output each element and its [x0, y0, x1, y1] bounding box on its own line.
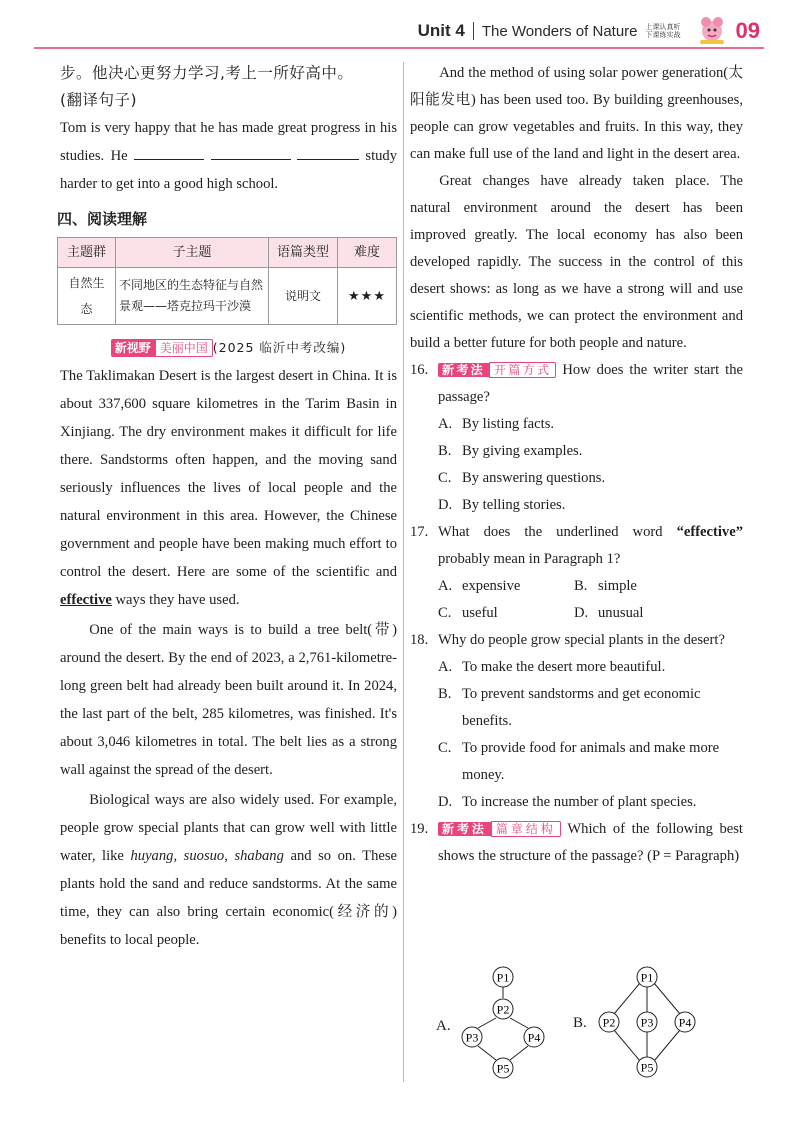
option-b[interactable] — [438, 681, 743, 735]
table-row — [58, 268, 397, 325]
subtheme-cell: 不同地区的生态特征与自然景观——塔克拉玛干沙漠 — [116, 268, 269, 325]
paragraph-1 — [60, 362, 397, 614]
node-p5 — [493, 1058, 513, 1078]
question-text — [438, 519, 743, 573]
question-18 — [410, 627, 743, 654]
option-text: simple — [598, 578, 637, 594]
option-letter: D. — [574, 605, 589, 621]
plant-name: huyang — [130, 848, 174, 864]
underlined-word-effective: effective — [60, 592, 112, 608]
question-18-text: Why do people grow special plants in the desert? — [438, 632, 725, 648]
new-exam-tag: 新考法 — [438, 822, 491, 836]
option-letter: A. — [438, 659, 453, 675]
option-letter: A. — [438, 416, 453, 432]
reading-info-table — [57, 237, 397, 325]
option-text: useful — [462, 605, 498, 621]
header-slogan — [646, 23, 688, 39]
node-p1 — [637, 967, 657, 987]
quoted-word: “effective” — [676, 524, 743, 540]
option-text: By listing facts. — [462, 416, 555, 432]
question-text — [438, 357, 743, 411]
beautiful-china-tag: 美丽中国 — [155, 339, 213, 357]
diagram-a-label: A. — [436, 1018, 451, 1034]
option-text: By giving examples. — [462, 443, 583, 459]
answer-blank-2[interactable] — [211, 145, 291, 160]
question-17 — [410, 519, 743, 573]
table-header: 难度 — [338, 238, 397, 268]
translation-line-3: study harder to get into a good high — [60, 148, 398, 192]
plant-name: shabang — [234, 848, 284, 864]
option-b[interactable] — [438, 438, 743, 465]
diagram-b-label: B. — [573, 1015, 587, 1031]
question-16-text: How does the writer start the passage? — [438, 362, 743, 405]
option-letter: C. — [438, 740, 452, 756]
node-p1 — [493, 967, 513, 987]
option-a[interactable] — [438, 411, 743, 438]
answer-blank-1[interactable] — [134, 145, 204, 160]
table-header-row — [58, 238, 397, 268]
question-18-options — [410, 654, 743, 816]
question-17-text: What does the underlined word — [438, 524, 663, 540]
option-d[interactable] — [574, 600, 710, 627]
paragraph-3-end: and so on. These plants hold the sand and reduce sandstorms. At the same time, they can also bring certain economic(经济的) benefits to local people. — [60, 848, 398, 948]
paragraph-1-end: ways they have used. — [115, 592, 240, 608]
source-note: (2025 临沂中考改编) — [212, 340, 347, 355]
option-letter: B. — [438, 443, 452, 459]
paragraph-2: One of the main ways is to build a tree belt(带) around the desert. By the end of 2023, a 2,761-kilometre-long green belt had already been built around it. In 2024, the last part of the belt, 285 kilometres, was finished. It's about 3,046 kilometres in total. The belt lies as a strong wall against the spread of the desert. — [60, 622, 397, 778]
translation-line-2: in his studies. He — [60, 120, 398, 164]
translation-line-4: school. — [236, 176, 279, 192]
node-label: P2 — [496, 1002, 510, 1017]
option-letter: D. — [438, 794, 453, 810]
option-d[interactable] — [438, 492, 743, 519]
option-a[interactable] — [438, 573, 574, 600]
node-p3 — [637, 1012, 657, 1032]
question-16-options — [410, 411, 743, 519]
node-label: P1 — [640, 970, 654, 985]
structure-diagram-b[interactable] — [573, 960, 723, 1084]
paragraph-1-text: The Taklimakan Desert is the largest desert in China. It is about 337,600 square kilometres in the Tarim Basin in Xinjiang. The dry environment makes it difficult for life there. Sandstorms often happen, and the moving sand seriously influences the lives of local people and the natural environment in this area. However, the Chinese government and people have been making much effort to control the desert. Here are some of the scientific and — [60, 368, 397, 580]
question-number: 16. — [410, 362, 429, 378]
option-a[interactable] — [438, 654, 743, 681]
node-p4 — [675, 1012, 695, 1032]
node-label: P3 — [640, 1015, 654, 1030]
option-text: By telling stories. — [462, 497, 566, 513]
option-letter: C. — [438, 470, 452, 486]
theme-cell: 自然生态 — [58, 268, 116, 325]
node-label: P1 — [496, 970, 510, 985]
option-text: To provide food for animals and make more money. — [462, 740, 720, 783]
option-c[interactable] — [438, 465, 743, 492]
mascot-icon — [696, 16, 728, 46]
passage-source-line — [60, 334, 397, 361]
option-text: To increase the number of plant species. — [462, 794, 697, 810]
paragraph-3-text: Biological ways are also widely used. For example, people grow special plants that can grow well with little water, like — [60, 792, 397, 864]
paragraph-5: Great changes have already taken place. The natural environment around the desert has been improved greatly. The local economy has also been developed rapidly. The success in the control of this desert shows: as long as we have a strong will and use scientific methods, we can protect the environment and build a better future for both people and nature. — [410, 173, 743, 351]
paragraph-3: Biological ways are also widely used. For example, people grow special plants that can grow well with little water, like huyang, suosuo, shabang and so on. These plants hold the sand and reduce sandstorms. At the same time, they can also bring certain economic(经济的) benefits to local people. — [60, 792, 398, 948]
diagram-a-edges — [478, 987, 528, 1060]
option-text: expensive — [462, 578, 521, 594]
table-header: 子主题 — [116, 238, 269, 268]
translation-english — [60, 114, 397, 198]
option-letter: C. — [438, 605, 452, 621]
question-number: 18. — [410, 632, 429, 648]
unit-label: Unit 4 — [417, 21, 465, 40]
node-label: P3 — [465, 1030, 479, 1045]
structure-diagram-a[interactable] — [434, 960, 559, 1084]
question-16 — [410, 357, 743, 411]
option-letter: B. — [438, 686, 452, 702]
question-17-options-row-1 — [410, 573, 743, 600]
question-17-text-end: probably mean in Paragraph 1? — [438, 551, 621, 567]
left-column — [57, 60, 398, 954]
question-17-options-row-2 — [410, 600, 743, 627]
option-text: To prevent sandstorms and get economic benefits. — [462, 686, 701, 729]
slogan-line-2: 下课练实战 — [645, 31, 681, 39]
difficulty-cell: ★★★ — [338, 268, 397, 325]
table-header: 语篇类型 — [269, 238, 338, 268]
page-number: 09 — [735, 18, 760, 43]
paragraph-4: And the method of using solar power generation(太阳能发电) has been used too. By building greenhouses, people can grow vegetables and fruits. In this way, they can make full use of the land and light in the desert area. — [410, 65, 743, 162]
option-b[interactable] — [574, 573, 710, 600]
node-p4 — [524, 1027, 544, 1047]
translation-line-1: Tom is very happy that he has made great progress — [60, 120, 361, 136]
option-text: By answering questions. — [462, 470, 606, 486]
node-p2 — [493, 999, 513, 1019]
answer-blank-3[interactable] — [297, 145, 359, 160]
node-p3 — [462, 1027, 482, 1047]
header-rule — [34, 47, 764, 49]
plant-name: suosuo — [183, 848, 225, 864]
translation-instruction: (翻译句子) — [60, 91, 138, 109]
option-d[interactable] — [438, 789, 743, 816]
page-header — [418, 16, 760, 46]
genre-cell: 说明文 — [269, 268, 338, 325]
column-divider — [403, 62, 404, 1082]
option-letter: A. — [438, 578, 453, 594]
option-text: unusual — [598, 605, 644, 621]
header-separator — [473, 22, 474, 40]
right-column — [410, 60, 743, 870]
translation-chinese: 步。他决心更努力学习,考上一所好高中。 — [60, 64, 354, 82]
question-19-text: Which of the following best shows the structure of the passage? (P = Paragraph) — [438, 821, 743, 864]
structure-tag: 篇章结构 — [491, 821, 561, 837]
slogan-line-1: 上课认真听 — [645, 23, 681, 31]
option-text: To make the desert more beautiful. — [462, 659, 666, 675]
table-header: 主题群 — [58, 238, 116, 268]
question-number: 19. — [410, 821, 429, 837]
node-p5 — [637, 1057, 657, 1077]
option-c[interactable] — [438, 735, 743, 789]
opening-method-tag: 开篇方式 — [489, 362, 556, 378]
option-letter: D. — [438, 497, 453, 513]
node-label: P4 — [678, 1015, 692, 1030]
option-c[interactable] — [438, 600, 574, 627]
unit-title: The Wonders of Nature — [481, 22, 638, 40]
node-label: P5 — [640, 1060, 654, 1075]
node-label: P2 — [602, 1015, 616, 1030]
question-text — [438, 816, 743, 870]
new-exam-tag: 新考法 — [438, 363, 489, 377]
node-p2 — [599, 1012, 619, 1032]
node-label: P4 — [527, 1030, 541, 1045]
question-number: 17. — [410, 524, 429, 540]
new-vision-tag: 新视野 — [111, 339, 155, 357]
section-title: 四、阅读理解 — [57, 210, 148, 228]
node-label: P5 — [496, 1061, 510, 1076]
option-letter: B. — [574, 578, 588, 594]
question-19 — [410, 816, 743, 870]
